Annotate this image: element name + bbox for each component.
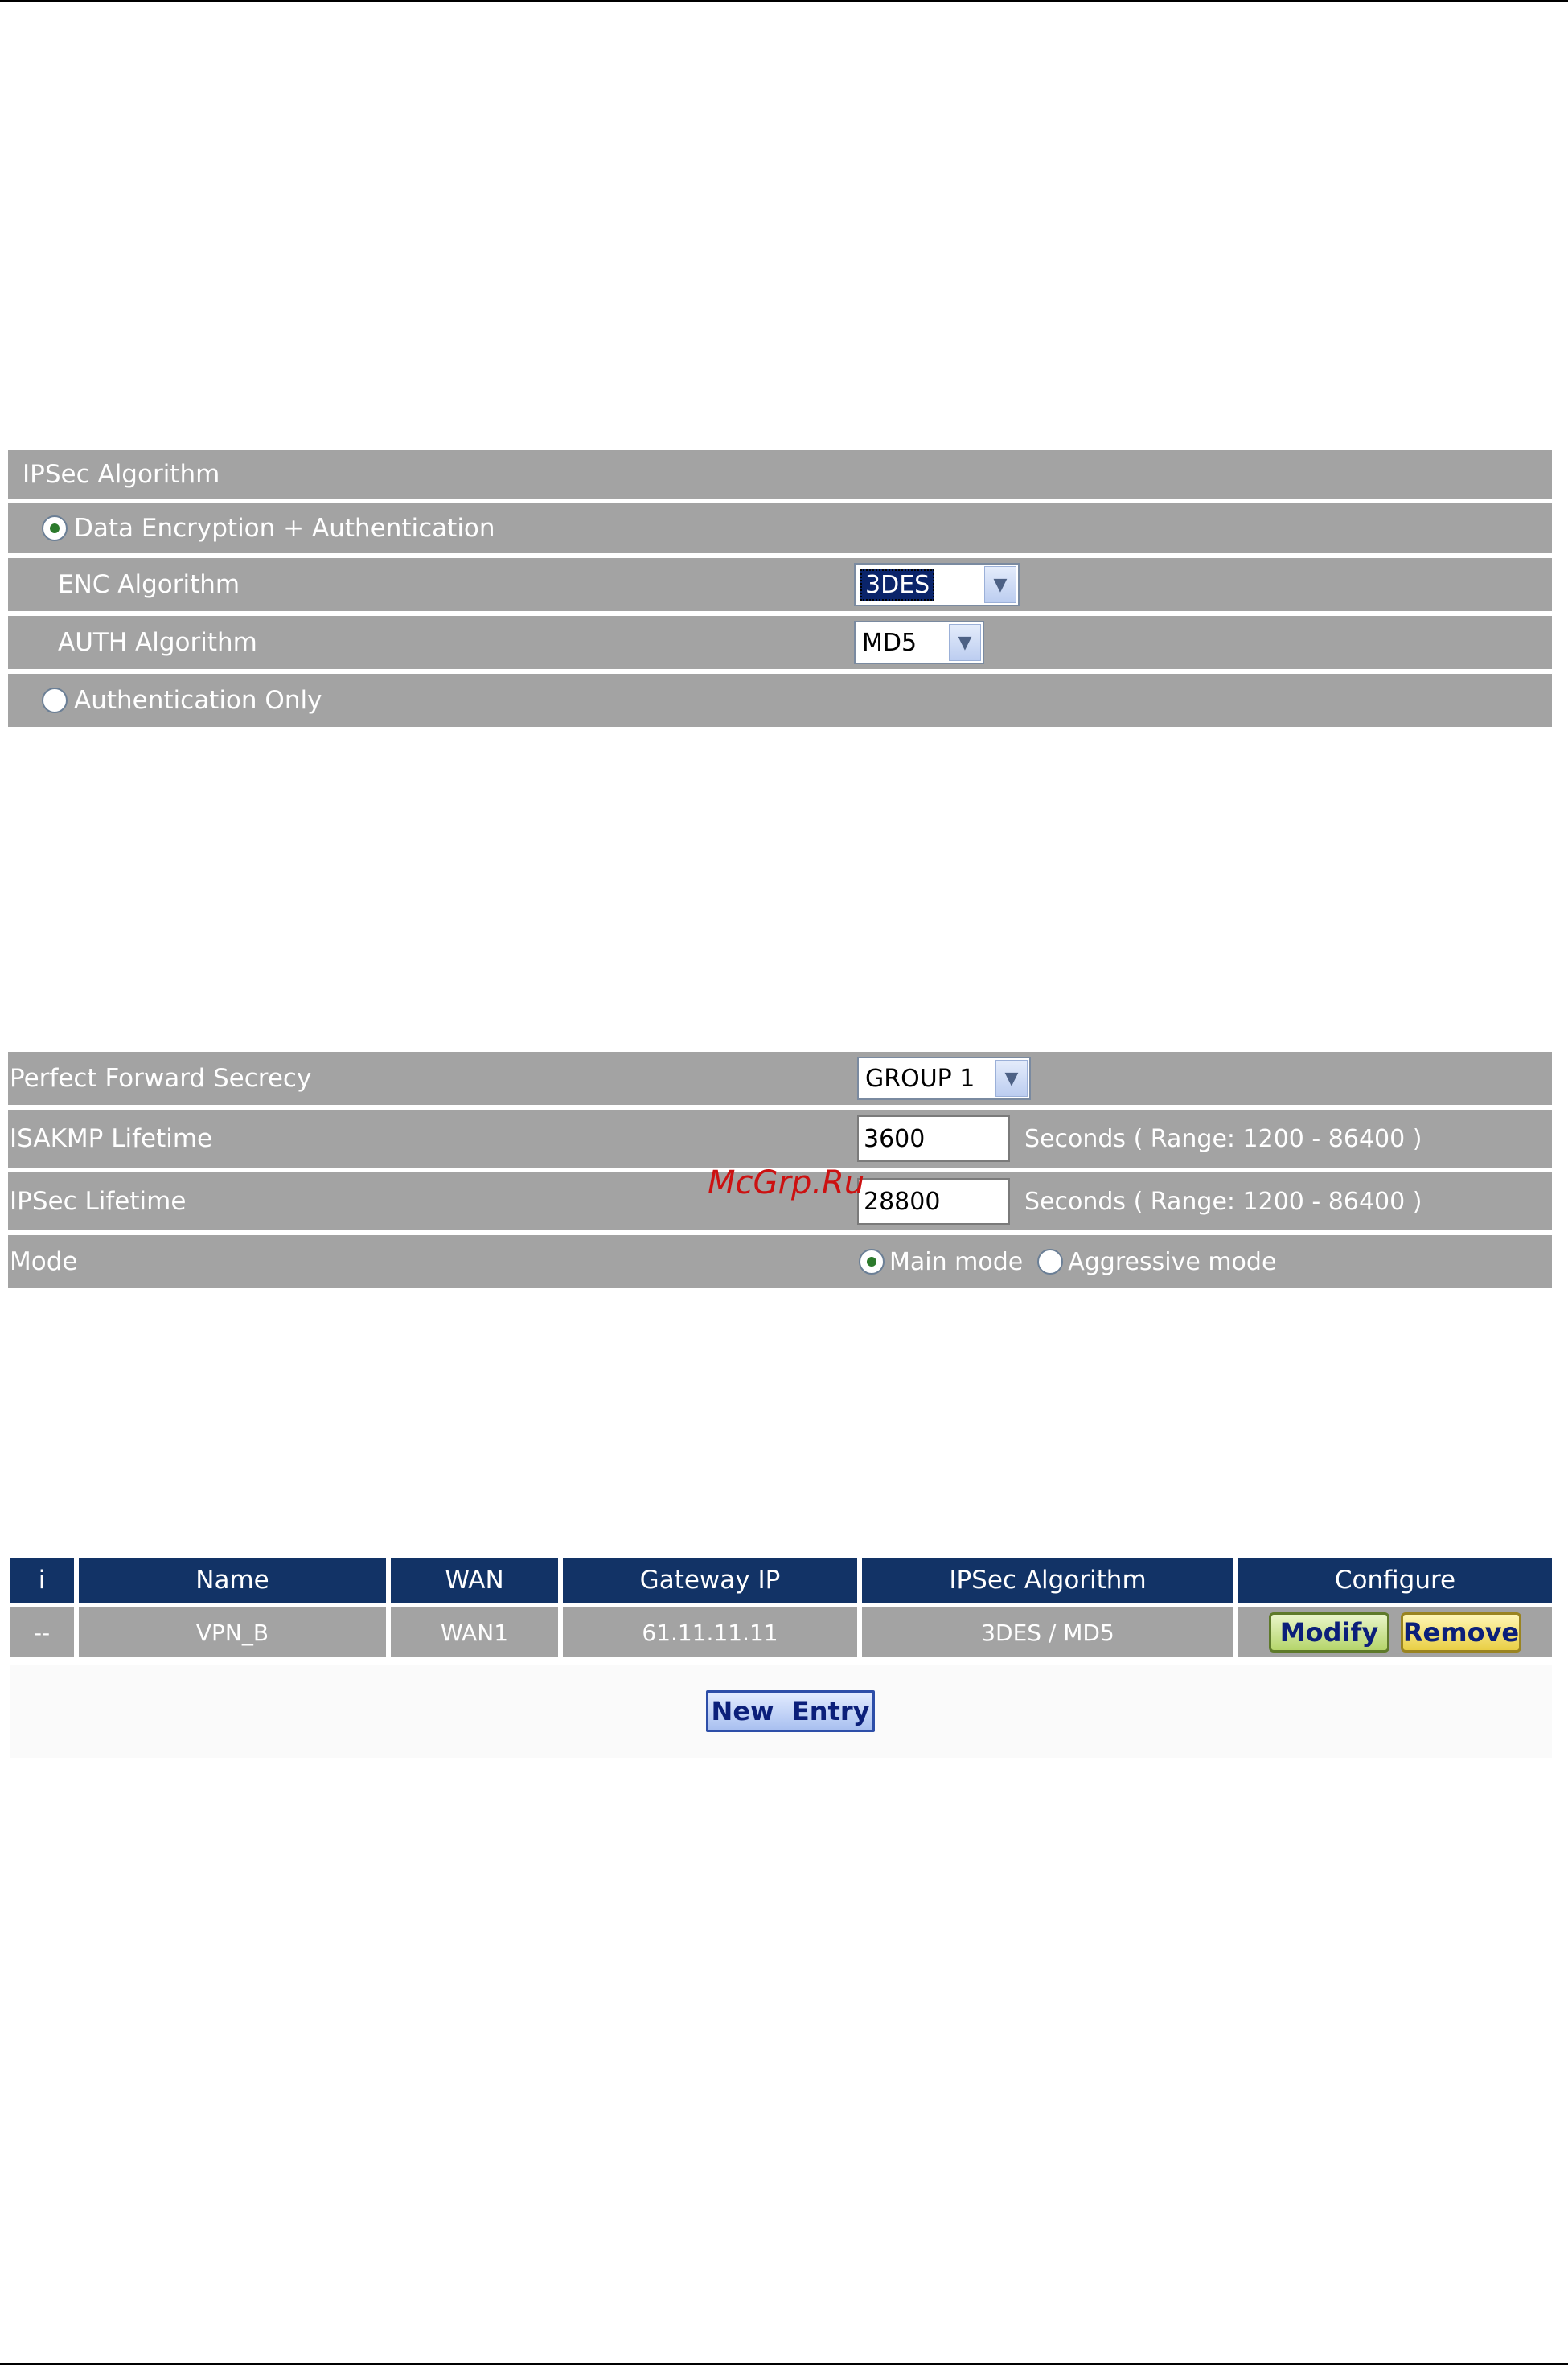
column-header-ipsec-algorithm: IPSec Algorithm (862, 1558, 1233, 1603)
chevron-down-icon[interactable]: ▼ (995, 1060, 1028, 1097)
pfs-select[interactable] (857, 1057, 1031, 1100)
new-entry-button[interactable]: New Entry (706, 1690, 875, 1732)
pfs-row (8, 1052, 1552, 1105)
chevron-down-icon[interactable]: ▼ (949, 624, 981, 661)
isakmp-range-hint: Seconds ( Range: 1200 - 86400 ) (1024, 1124, 1422, 1153)
enc-algorithm-value-cell (843, 558, 1552, 611)
auth-algorithm-value: MD5 (862, 628, 917, 657)
mode-label: Mode (10, 1247, 78, 1276)
enc-algorithm-row (8, 558, 1552, 611)
column-header-i: i (10, 1558, 74, 1603)
isakmp-lifetime-input[interactable]: 3600 (857, 1115, 1010, 1162)
table-cell-i: -- (10, 1607, 74, 1657)
ipsec-range-hint: Seconds ( Range: 1200 - 86400 ) (1024, 1187, 1422, 1216)
enc-auth-option-row (8, 503, 1552, 553)
ipsec-algorithm-header (8, 450, 1552, 499)
auth-only-radio[interactable] (42, 688, 68, 713)
mode-row (8, 1235, 1552, 1288)
mode-label-cell (8, 1235, 843, 1288)
ipsec-lifetime-input[interactable]: 28800 (857, 1178, 1010, 1225)
enc-algorithm-label-cell (8, 558, 838, 611)
mode-value-cell (848, 1235, 1552, 1288)
ipsec-lifetime-value-cell (848, 1172, 1552, 1230)
auth-algorithm-label-cell (8, 616, 838, 669)
pfs-label: Perfect Forward Secrecy (10, 1064, 312, 1093)
column-header-gateway-ip: Gateway IP (563, 1558, 857, 1603)
auth-only-label: Authentication Only (74, 686, 322, 715)
enc-auth-label: Data Encryption + Authentication (74, 514, 495, 543)
isakmp-lifetime-label: ISAKMP Lifetime (10, 1124, 213, 1153)
isakmp-lifetime-row (8, 1110, 1552, 1168)
top-rule (0, 0, 1568, 2)
aggressive-mode-radio[interactable] (1037, 1249, 1063, 1275)
pfs-value-cell (848, 1052, 1552, 1105)
pfs-value: GROUP 1 (865, 1064, 975, 1093)
aggressive-mode-label: Aggressive mode (1068, 1247, 1277, 1276)
enc-algorithm-select[interactable] (854, 563, 1020, 606)
table-cell-ipsec-algorithm: 3DES / MD5 (862, 1607, 1233, 1657)
table-cell-wan: WAN1 (391, 1607, 558, 1657)
chevron-down-icon[interactable]: ▼ (984, 566, 1016, 603)
enc-auth-radio[interactable] (42, 515, 68, 541)
main-mode-label: Main mode (889, 1247, 1024, 1276)
table-cell-name: VPN_B (79, 1607, 386, 1657)
ipsec-lifetime-label: IPSec Lifetime (10, 1187, 187, 1216)
auth-algorithm-label: AUTH Algorithm (58, 628, 257, 657)
auth-only-option-row (8, 674, 1552, 727)
column-header-wan: WAN (391, 1558, 558, 1603)
watermark: McGrp.Ru (708, 1164, 865, 1201)
table-cell-gateway-ip: 61.11.11.11 (563, 1607, 857, 1657)
column-header-name: Name (79, 1558, 386, 1603)
main-mode-radio[interactable] (859, 1249, 885, 1275)
isakmp-label-cell (8, 1110, 843, 1168)
auth-algorithm-row (8, 616, 1552, 669)
isakmp-value-cell (848, 1110, 1552, 1168)
remove-button[interactable]: Remove (1401, 1612, 1521, 1653)
table-cell-configure (1238, 1607, 1552, 1657)
table-footer (10, 1665, 1552, 1758)
modify-button[interactable]: Modify (1269, 1612, 1389, 1653)
enc-algorithm-value: 3DES (860, 569, 934, 601)
column-header-configure: Configure (1238, 1558, 1552, 1603)
pfs-label-cell (8, 1052, 843, 1105)
bottom-rule (0, 2363, 1568, 2365)
ipsec-algorithm-title: IPSec Algorithm (23, 460, 220, 489)
auth-algorithm-select[interactable] (854, 621, 984, 664)
auth-algorithm-value-cell (843, 616, 1552, 669)
enc-algorithm-label: ENC Algorithm (58, 570, 240, 599)
